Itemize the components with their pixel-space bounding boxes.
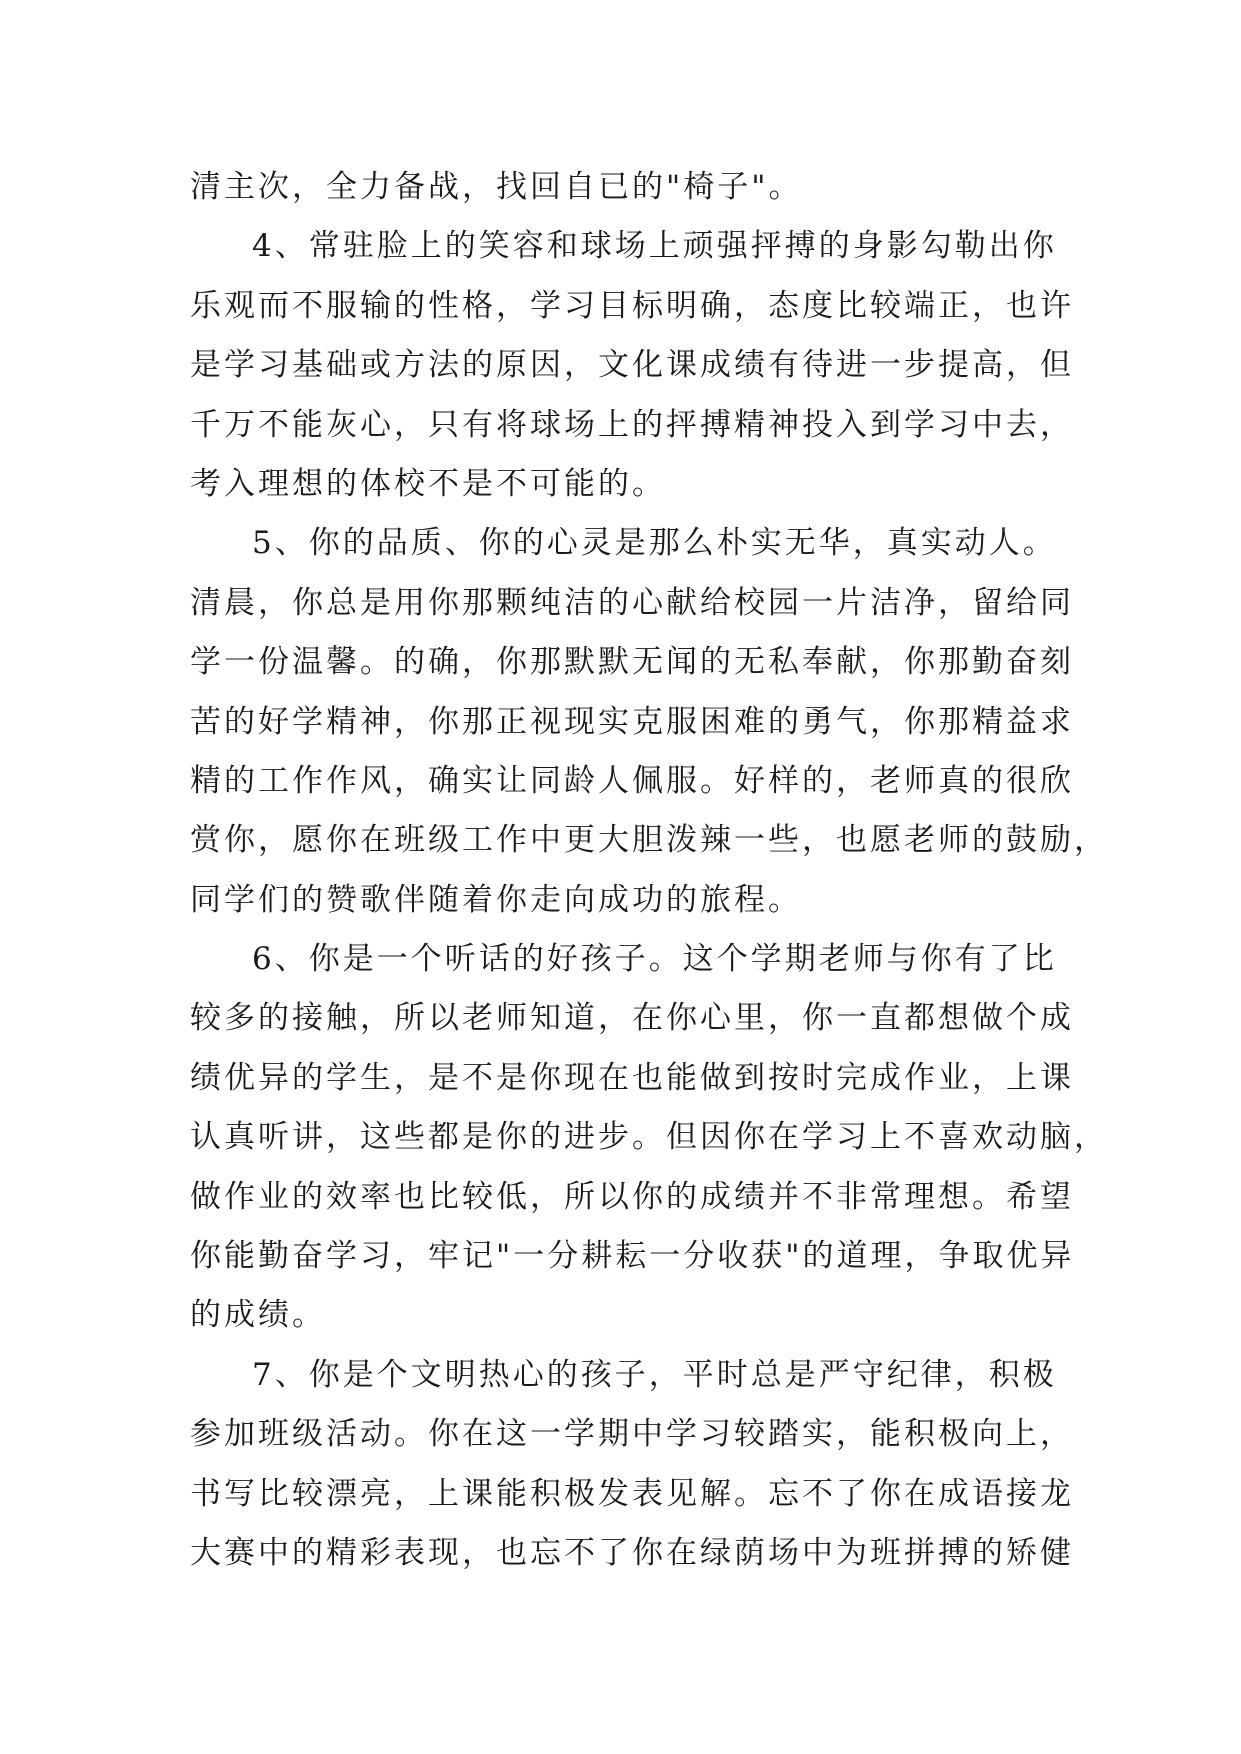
text-line: 考入理想的体校不是不可能的。 [190,465,666,502]
text-line: 千万不能灰心，只有将球场上的抨搏精神投入到学习中去， [190,406,1074,443]
text-line: 较多的接触，所以老师知道，在你心里，你一直都想做个成 [190,1000,1074,1037]
text-line: 精的工作作风，确实让同龄人佩服。好样的，老师真的很欣 [190,762,1074,799]
text-line: 同学们的赞歌伴随着你走向成功的旅程。 [190,881,802,918]
text-line: 清晨，你总是用你那颗纯洁的心献给校园一片洁净，留给同 [190,584,1074,621]
text-line: 的成绩。 [190,1297,326,1334]
body-text [190,158,1108,1583]
text-line: 书写比较漂亮，上课能积极发表见解。忘不了你在成语接龙 [190,1475,1074,1512]
text-line: 乐观而不服输的性格，学习目标明确，态度比较端正，也许 [190,287,1074,324]
text-line: 大赛中的精彩表现，也忘不了你在绿荫场中为班拼搏的矫健 [190,1534,1074,1571]
text-line: 赏你，愿你在班级工作中更大胆泼辣一些，也愿老师的鼓励， [190,822,1108,859]
text-line: 清主次，全力备战，找回自已的"椅子"。 [190,169,803,205]
text-line: 4、常驻脸上的笑容和球场上顽强抨搏的身影勾勒出你 [252,228,1057,265]
text-line: 5、你的品质、你的心灵是那么朴实无华，真实动人。 [252,525,1057,562]
text-line: 做作业的效率也比较低，所以你的成绩并不非常理想。希望 [190,1178,1074,1215]
text-line: 苦的好学精神，你那正视现实克服困难的勇气，你那精益求 [190,703,1074,740]
text-line: 是学习基础或方法的原因，文化课成绩有待进一步提高，但 [190,347,1074,384]
text-line: 6、你是一个听话的好孩子。这个学期老师与你有了比 [252,941,1057,978]
text-line: 学一份温馨。的确，你那默默无闻的无私奉献，你那勤奋刻 [190,644,1074,681]
text-line: 你能勤奋学习，牢记"一分耕耘一分收获"的道理，争取优异 [190,1238,1075,1275]
text-line: 绩优异的学生，是不是你现在也能做到按时完成作业，上课 [190,1059,1074,1096]
text-line: 7、你是个文明热心的孩子，平时总是严守纪律，积极 [252,1356,1057,1393]
text-line: 认真听讲，这些都是你的进步。但因你在学习上不喜欢动脑， [190,1119,1108,1156]
text-line: 参加班级活动。你在这一学期中学习较踏实，能积极向上， [190,1416,1074,1453]
